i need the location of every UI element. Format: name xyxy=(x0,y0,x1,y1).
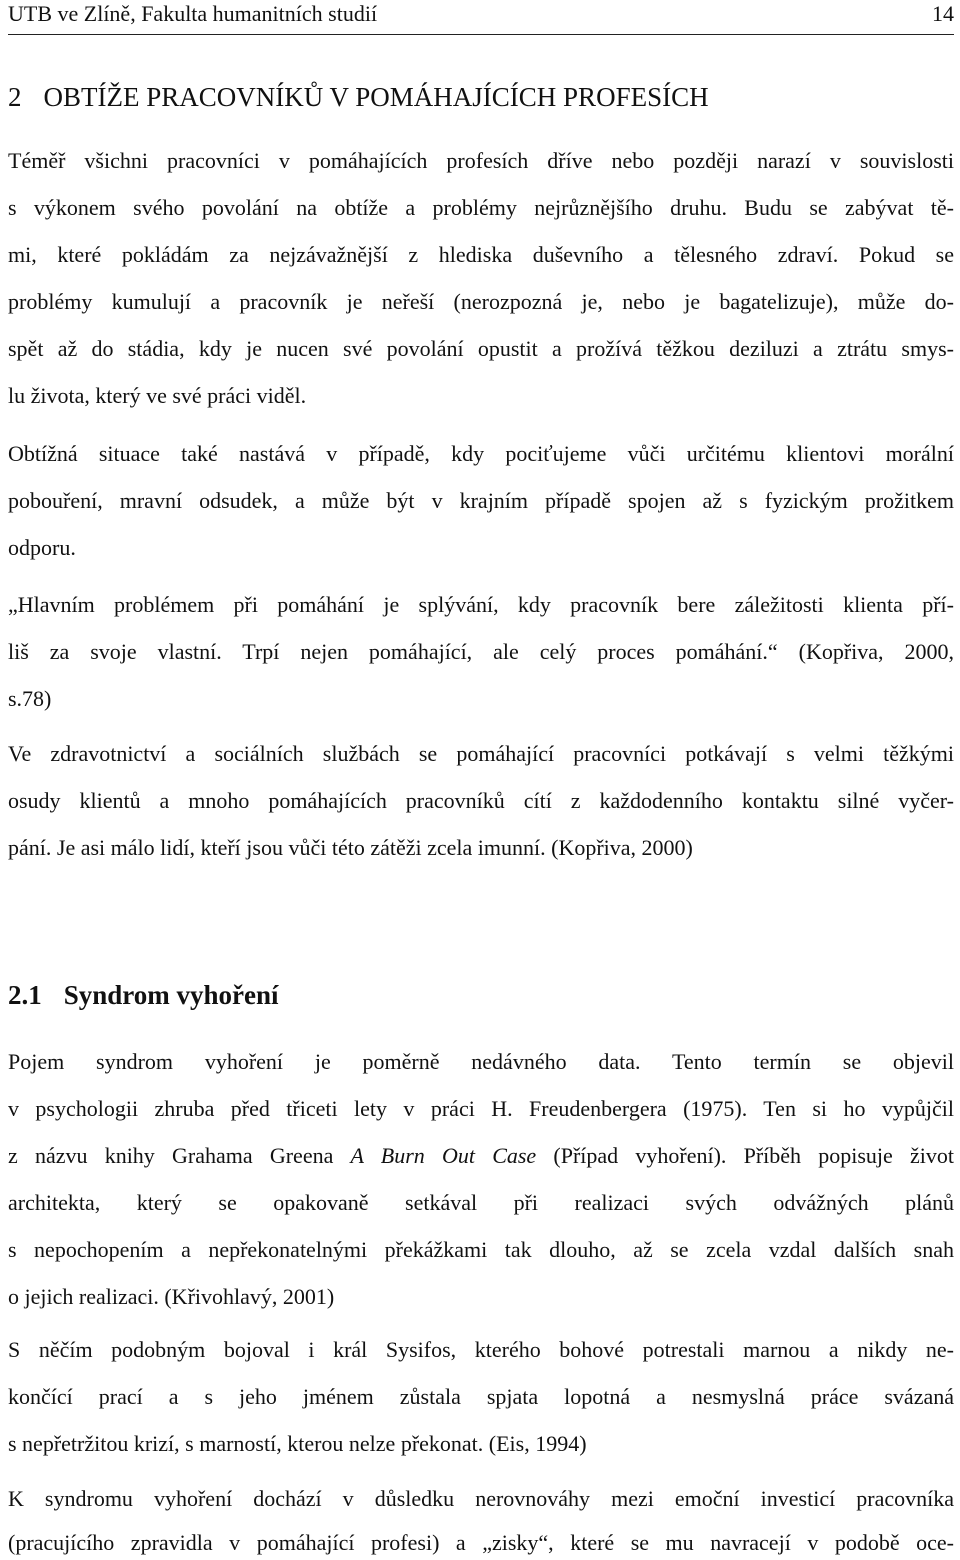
text-line: v psychologii zhruba před třiceti lety v práci H. Freudenbergera (1975). Ten si ho vypůjčil xyxy=(8,1096,954,1121)
text-line: o jejich realizaci. (Křivohlavý, 2001) xyxy=(8,1284,335,1309)
text-line: končící prací a s jeho jménem zůstala spjata lopotná a nesmyslná práce svázaná xyxy=(8,1384,954,1409)
text-line: architekta, který se opakovaně setkával při realizaci svých odvážných plánů xyxy=(8,1190,954,1215)
page-header xyxy=(8,0,954,35)
text-line: s.78) xyxy=(8,686,52,711)
text-line: lu života, který ve své práci viděl. xyxy=(8,383,307,408)
text-line: s nepřetržitou krizí, s marností, kterou nelze překonat. (Eis, 1994) xyxy=(8,1431,587,1456)
section-number: 2.1 xyxy=(8,980,42,1010)
text-line: (pracujícího zpravidla v pomáhající profesi) a „zisky“, které se mu navracejí v podobě oce- xyxy=(8,1530,954,1555)
text-line xyxy=(8,1143,954,1169)
text-line: spět až do stádia, kdy je nucen své povolání opustit a prožívá těžkou deziluzi a ztrátu smys- xyxy=(8,336,954,361)
text-line: „Hlavním problémem při pomáhání je splývání, kdy pracovník bere záležitosti klienta pří- xyxy=(8,592,954,617)
text-line: liš za svoje vlastní. Trpí nejen pomáhající, ale celý proces pomáhání.“ (Kopřiva, 2000, xyxy=(8,639,954,664)
text-line: s nepochopením a nepřekonatelnými překážkami tak dlouho, až se zcela vzdal dalších snah xyxy=(8,1237,954,1262)
text-line: osudy klientů a mnoho pomáhajících pracovníků cítí z každodenního kontaktu silné vyčer- xyxy=(8,788,954,813)
chapter-heading xyxy=(8,82,954,113)
text-line: Pojem syndrom vyhoření je poměrně nedávného data. Tento termín se objevil xyxy=(8,1049,954,1074)
section-title: Syndrom vyhoření xyxy=(63,980,279,1010)
chapter-title: OBTÍŽE PRACOVNÍKŮ V POMÁHAJÍCÍCH PROFESÍCH xyxy=(43,82,709,112)
chapter-number: 2 xyxy=(8,82,22,112)
text-line: s výkonem svého povolání na obtíže a problémy nejrůznějšího druhu. Budu se zabývat tě- xyxy=(8,195,954,220)
text-line: Téměř všichni pracovníci v pomáhajících profesích dříve nebo později narazí v souvislosti xyxy=(8,148,954,173)
section-heading xyxy=(8,980,954,1011)
text-line: Ve zdravotnictví a sociálních službách se pomáhající pracovníci potkávají s velmi těžkými xyxy=(8,741,954,766)
text-line: problémy kumulují a pracovník je neřeší (nerozpozná je, nebo je bagatelizuje), může do- xyxy=(8,289,954,314)
text-line: mi, které pokládám za nejzávažnější z hlediska duševního a tělesného zdraví. Pokud se xyxy=(8,242,954,267)
text-line: K syndromu vyhoření dochází v důsledku nerovnováhy mezi emoční investicí pracovníka xyxy=(8,1486,954,1511)
book-title: A Burn Out Case xyxy=(350,1143,537,1168)
header-page-number: 14 xyxy=(932,1,954,26)
text-segment: (Případ vyhoření). Příběh popisuje život xyxy=(536,1143,954,1168)
text-line: Obtížná situace také nastává v případě, kdy pociťujeme vůči určitému klientovi morální xyxy=(8,441,954,466)
text-line: S něčím podobným bojoval i král Sysifos, kterého bohové potrestali marnou a nikdy ne- xyxy=(8,1337,954,1362)
header-institution: UTB ve Zlíně, Fakulta humanitních studií xyxy=(8,1,378,26)
text-segment: z názvu knihy Grahama Greena xyxy=(8,1143,351,1168)
text-line: pání. Je asi málo lidí, kteří jsou vůči této zátěži zcela imunní. (Kopřiva, 2000) xyxy=(8,835,693,860)
text-line: pobouření, mravní odsudek, a může být v krajním případě spojen až s fyzickým prožitkem xyxy=(8,488,954,513)
text-line: odporu. xyxy=(8,535,76,560)
